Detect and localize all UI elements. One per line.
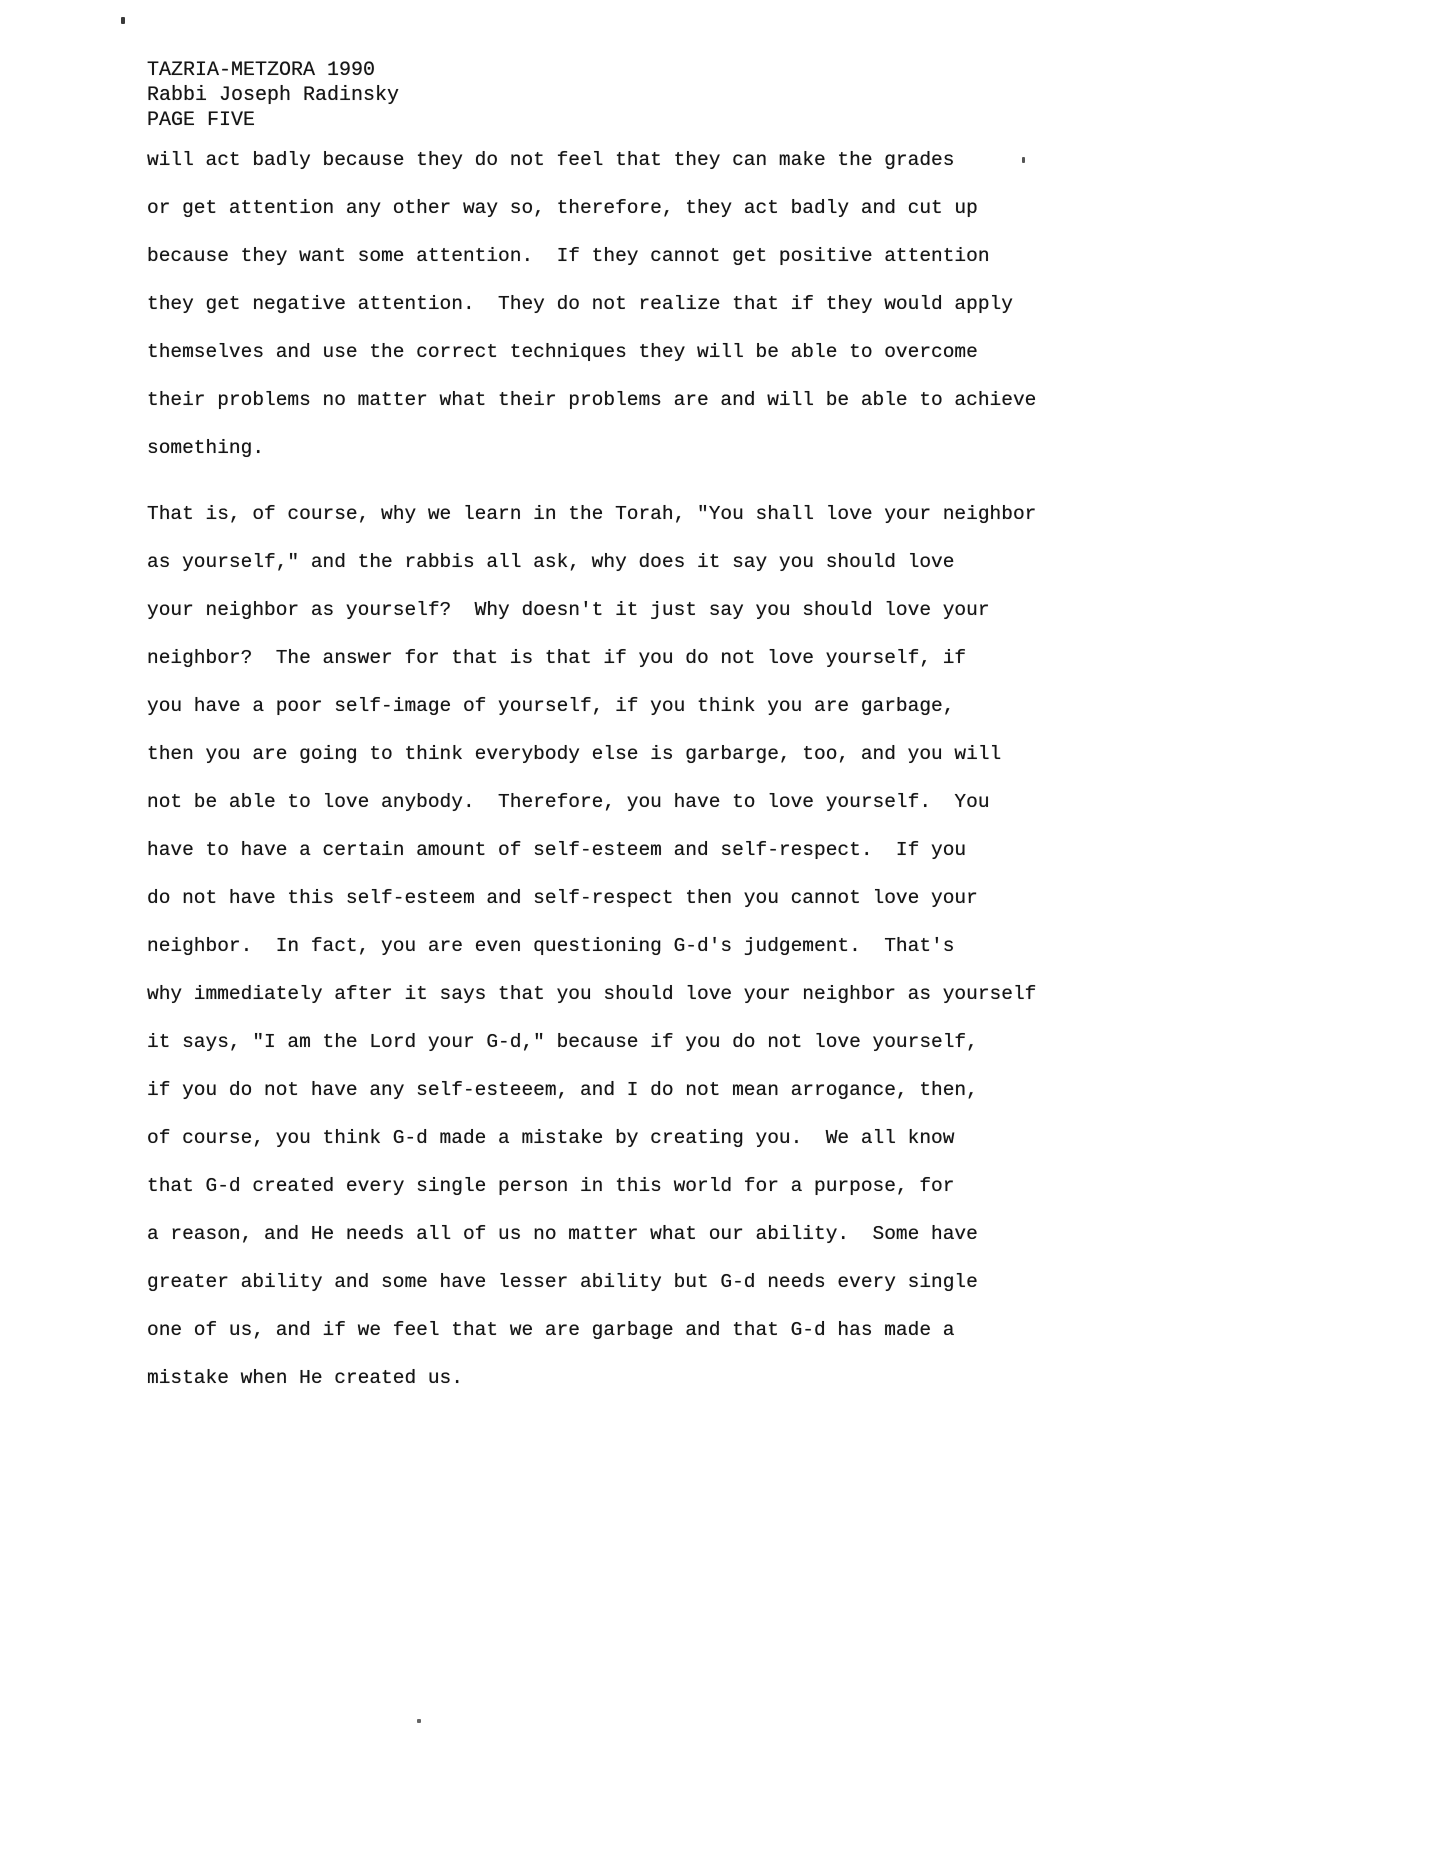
paragraph-1 [147,136,1036,472]
text-line: a reason, and He needs all of us no matter what our ability. Some have [147,1223,978,1245]
text-line: then you are going to think everybody else is garbarge, too, and you will [147,743,1002,765]
text-line: mistake when He created us. [147,1367,463,1389]
text-line: if you do not have any self-esteeem, and I do not mean arrogance, then, [147,1079,978,1101]
text-line: do not have this self-esteem and self-respect then you cannot love your [147,887,978,909]
text-line: it says, "I am the Lord your G-d," because if you do not love yourself, [147,1031,978,1053]
text-line: or get attention any other way so, therefore, they act badly and cut up [147,197,978,219]
text-line: greater ability and some have lesser ability but G-d needs every single [147,1271,978,1293]
ink-speck [417,1719,421,1723]
text-line: you have a poor self-image of yourself, if you think you are garbage, [147,695,955,717]
text-line: have to have a certain amount of self-esteem and self-respect. If you [147,839,967,861]
document-header [147,58,399,133]
text-line: neighbor? The answer for that is that if you do not love yourself, if [147,647,967,669]
paragraph-2 [147,490,1036,1402]
text-line: of course, you think G-d made a mistake by creating you. We all know [147,1127,955,1149]
text-line: one of us, and if we feel that we are garbage and that G-d has made a [147,1319,955,1341]
text-line: they get negative attention. They do not realize that if they would apply [147,293,1013,315]
text-line: why immediately after it says that you should love your neighbor as yourself [147,983,1037,1005]
text-line: that G-d created every single person in this world for a purpose, for [147,1175,955,1197]
document-body [147,136,1036,1402]
text-line: as yourself," and the rabbis all ask, why does it say you should love [147,551,955,573]
text-line: their problems no matter what their problems are and will be able to achieve [147,389,1037,411]
text-line: will act badly because they do not feel that they can make the grades [147,149,955,171]
text-line: That is, of course, why we learn in the Torah, "You shall love your neighbor [147,503,1037,525]
document-title: TAZRIA-METZORA 1990 [147,59,376,82]
text-line: your neighbor as yourself? Why doesn't it just say you should love your [147,599,990,621]
text-line: because they want some attention. If they cannot get positive attention [147,245,990,267]
ink-speck [121,17,125,24]
text-line: neighbor. In fact, you are even questioning G-d's judgement. That's [147,935,955,957]
text-line: themselves and use the correct techniques they will be able to overcome [147,341,978,363]
page-number-label: PAGE FIVE [147,109,256,132]
text-line: something. [147,437,265,459]
text-line: not be able to love anybody. Therefore, you have to love yourself. You [147,791,990,813]
document-author: Rabbi Joseph Radinsky [147,84,400,107]
